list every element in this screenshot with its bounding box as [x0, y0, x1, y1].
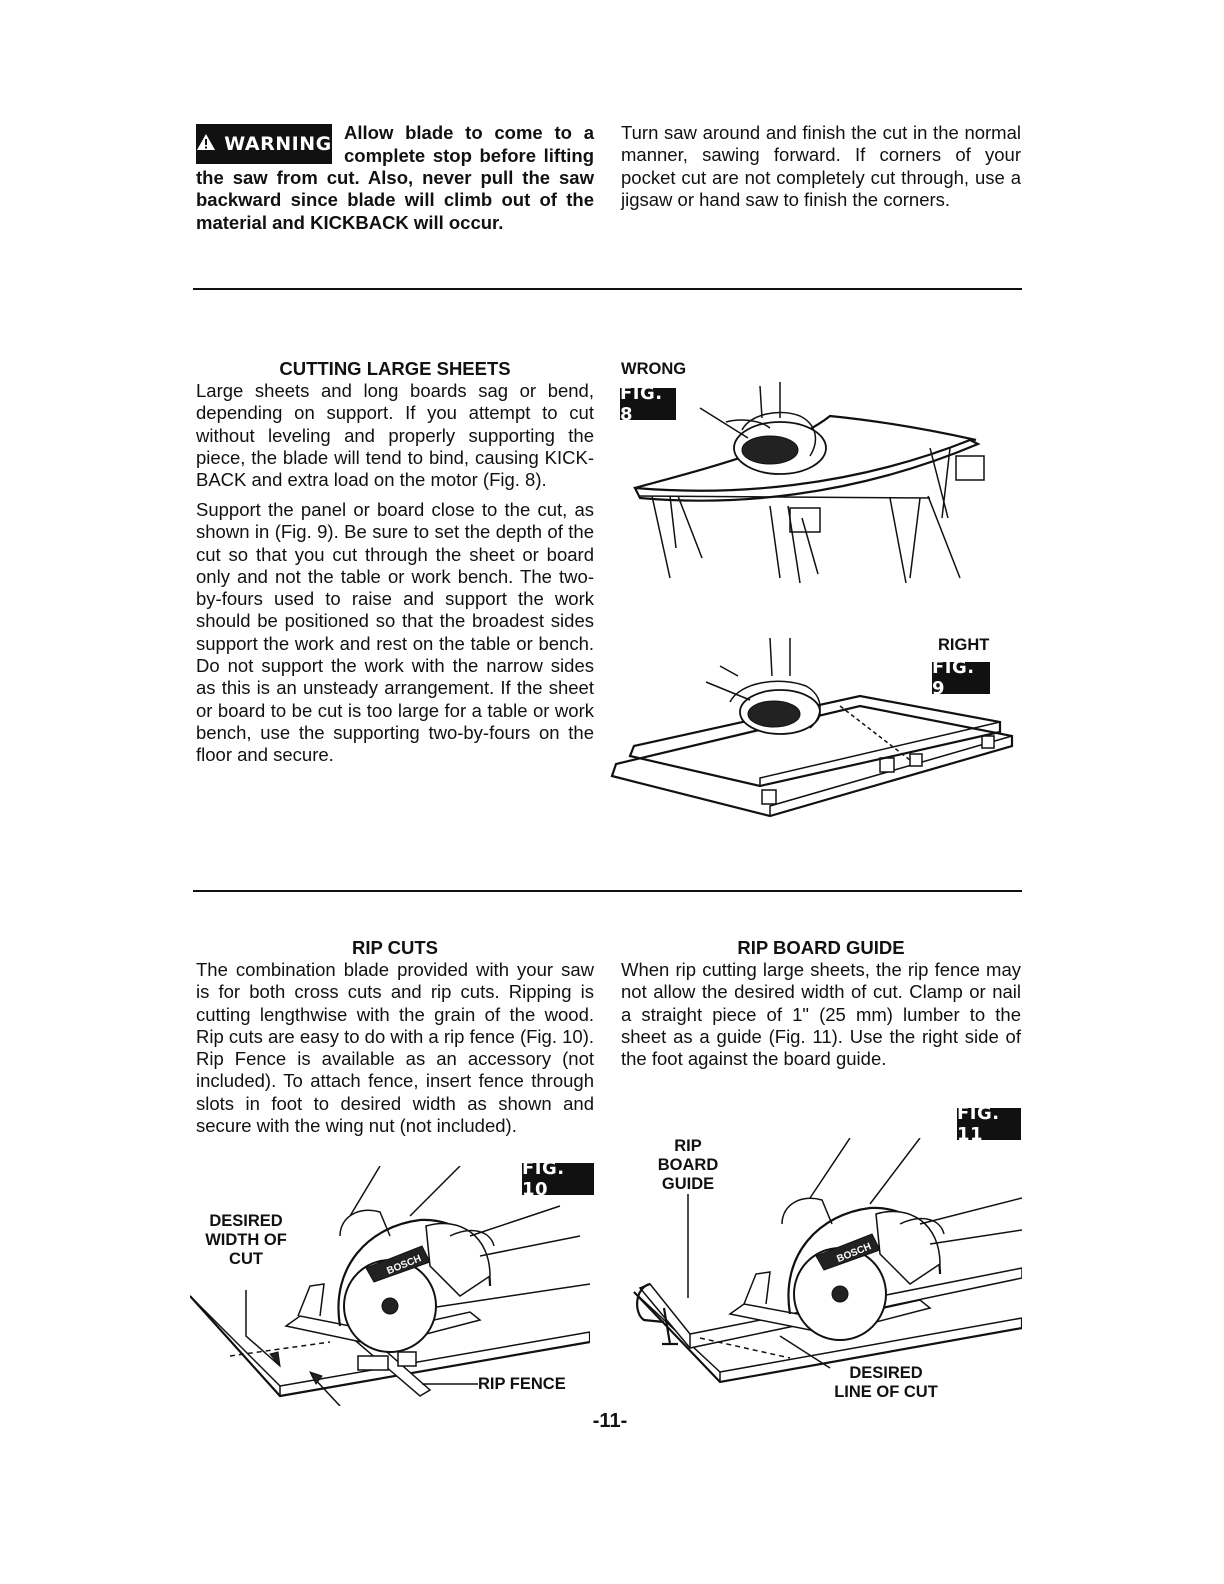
- warning-badge: [196, 124, 332, 164]
- fig10-illustration: [190, 1166, 590, 1406]
- fig9-caption: RIGHT: [938, 636, 990, 654]
- warning-rest: the saw from cut. Also, never pull the saw backward since blade will climb out of the material and KICKBACK will occur.: [196, 167, 594, 233]
- fig11-guide-label-line-3: GUIDE: [661, 1175, 715, 1193]
- fig10-brand: BOSCH: [385, 1253, 423, 1277]
- rip-cuts-heading: RIP CUTS: [351, 937, 438, 958]
- warning-badge-label: WARNING: [224, 133, 332, 155]
- rip-board-guide-heading: RIP BOARD GUIDE: [737, 937, 905, 958]
- fig10-width-label-line-3: CUT: [229, 1250, 263, 1268]
- fig11-brand: BOSCH: [835, 1241, 873, 1265]
- warning-line-2: complete stop before lifting: [344, 145, 594, 166]
- cutting-large-sheets-para-1: Large sheets and long boards sag or bend, depending on support. If you attempt to cut without leveling and properly supporting the piece, the blade will tend to bind, causing KICK-BACK and extra load on the motor (Fig. 8).: [196, 380, 594, 491]
- fig11-tag: FIG. 11: [957, 1108, 1021, 1140]
- fig11-line-label-line-1: DESIRED: [849, 1364, 923, 1382]
- page-number: -11-: [592, 1410, 628, 1432]
- fig10-rip-fence-label: RIP FENCE: [478, 1375, 566, 1393]
- turn-around-paragraph: Turn saw around and finish the cut in the normal manner, sawing forward. If corners of your pocket cut are not completely cut through, use a jigsaw or hand saw to finish the corners.: [621, 122, 1021, 210]
- fig11-guide-label-line-2: BOARD: [657, 1156, 719, 1174]
- fig11-guide-label-line-1: RIP: [674, 1137, 702, 1155]
- fig11-illustration: [630, 1138, 1022, 1384]
- section-divider-2: [193, 890, 1022, 892]
- rip-cuts-paragraph: The combination blade provided with your saw is for both cross cuts and rip cuts. Ripping is cutting lengthwise with the grain of the wood. Rip cuts are easy to do with a rip fence (Fig. 10). Rip Fence is available as an accessory (not included). To attach fence, insert fence through slots in foot to desired width as shown and secure with the wing nut (not included).: [196, 959, 594, 1137]
- fig8-caption: WRONG: [621, 360, 687, 378]
- warning-triangle-icon: [196, 133, 216, 156]
- fig9-illustration: [610, 636, 1020, 822]
- fig8-illustration: [630, 378, 990, 588]
- fig8-tag: FIG. 8: [620, 388, 676, 420]
- fig9-tag: FIG. 9: [932, 662, 990, 694]
- section-divider-1: [193, 288, 1022, 290]
- fig10-width-label-line-2: WIDTH OF: [205, 1231, 287, 1249]
- fig10-width-label-line-1: DESIRED: [209, 1212, 283, 1230]
- cutting-large-sheets-para-2: Support the panel or board close to the cut, as shown in (Fig. 9). Be sure to set the depth of the cut so that you cut through the sheet or board only and not the table or work bench. The two-by-fours used to raise and support the work should be positioned so that the broadest sides support the work and rest on the table or bench. Do not support the work with the narrow sides as this is an unsteady arrangement. If the sheet or board to be cut is too large for a table or work bench, use the supporting two-by-fours on the floor and secure.: [196, 499, 594, 766]
- fig11-line-label-line-2: LINE OF CUT: [834, 1383, 938, 1401]
- fig10-tag: FIG. 10: [522, 1163, 594, 1195]
- cutting-large-sheets-heading: CUTTING LARGE SHEETS: [279, 358, 511, 379]
- warning-line-1: Allow blade to come to a: [344, 122, 594, 143]
- rip-board-guide-paragraph: When rip cutting large sheets, the rip fence may not allow the desired width of cut. Clamp or nail a straight piece of 1" (25 mm) lumber to the sheet as a guide (Fig. 11). Use the right side of the foot against the board guide.: [621, 959, 1021, 1070]
